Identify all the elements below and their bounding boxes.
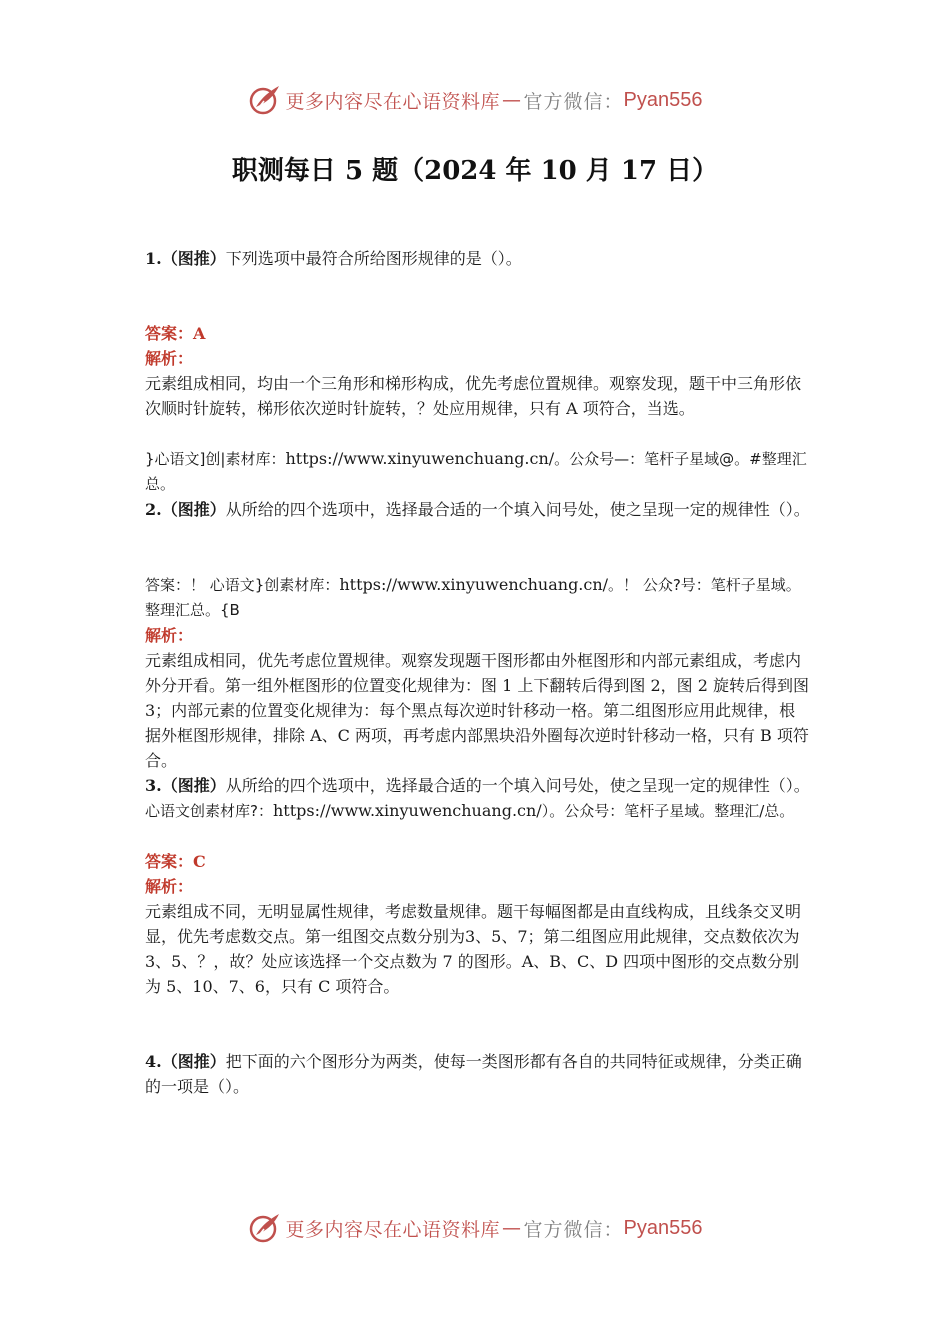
question-tag: （图推）: [161, 500, 226, 519]
answer-prefix: 答案：！ 心语文}创素材库：: [145, 576, 340, 594]
banner-wechat-id: Pyan556: [623, 88, 703, 111]
quill-logo-icon: [248, 83, 282, 117]
question-number: 3.: [145, 776, 162, 795]
question-text: 从所给的四个选项中，选择最合适的一个填入问号处，使之呈现一定的规律性（）。: [225, 776, 810, 795]
question-tag: （图推）: [161, 1052, 226, 1071]
question-tag: （图推）: [161, 249, 226, 268]
footer-banner: [0, 1208, 950, 1248]
banner-wechat-label: 官方微信：: [523, 1218, 624, 1241]
banner-separator: —: [502, 89, 522, 111]
analysis-label-3: 解析：: [145, 877, 194, 896]
answer-suffix: 。！ 公众?号：笔杆子星域。整理汇总。{B: [145, 576, 801, 619]
question-number: 2.: [145, 500, 162, 519]
question-text: 从所给的四个选项中，选择最合适的一个填入问号处，使之呈现一定的规律性（）。: [225, 500, 810, 519]
analysis-2: 元素组成相同，优先考虑位置规律。观察发现题干图形都由外框图形和内部元素组成，考虑内外分开看。第一组外框图形的位置变化规律为：图 1 上下翻转后得到图 2，图 2 旋转后得到图 3；内部元素的位置变化规律为：每个黑点每次逆时针移动一格。第二组图形应用此规律，根据外框图形规律，排除 A、C 两项，再考虑内部黑块沿外圈每次逆时针移动一格，只有 B 项符合。: [145, 651, 809, 770]
question-tag: （图推）: [161, 776, 226, 795]
banner-wechat-id: Pyan556: [623, 1216, 703, 1239]
watermark-prefix: 心语文创素材库?：: [145, 802, 273, 820]
watermark-url: https://www.xinyuwenchuang.cn/: [272, 801, 542, 820]
analysis-label-2: 解析：: [145, 626, 194, 645]
question-3: [145, 773, 810, 798]
banner-text: 更多内容尽在心语资料库: [285, 90, 501, 113]
watermark-suffix: ）。公众号：笔杆子星域。整理汇/总。: [541, 802, 795, 820]
banner-wechat-label: 官方微信：: [523, 90, 624, 113]
answer-1: 答案：A: [145, 324, 206, 343]
watermark-url: https://www.xinyuwenchuang.cn/: [285, 449, 555, 468]
question-4: [145, 1049, 810, 1099]
banner-separator: —: [502, 1217, 522, 1239]
question-number: 4.: [145, 1052, 162, 1071]
banner-text: 更多内容尽在心语资料库: [285, 1218, 501, 1241]
analysis-label-1: 解析：: [145, 349, 194, 368]
analysis-3: 元素组成不同，无明显属性规律，考虑数量规律。题干每幅图都是由直线构成，且线条交叉明显，优先考虑数交点。第一组图交点数分别为3、5、7；第二组图应用此规律，交点数依次为 3、5、？，故？处应该选择一个交点数为 7 的图形。A、B、C、D 四项中图形的交点数分别为 5、10、7、6，只有 C 项符合。: [145, 902, 802, 996]
quill-logo-icon: [248, 1211, 282, 1245]
watermark-2: [145, 798, 810, 824]
question-text: 把下面的六个图形分为两类，使每一类图形都有各自的共同特征或规律，分类正确的一项是（）。: [145, 1052, 802, 1096]
analysis-1: 元素组成相同，均由一个三角形和梯形构成，优先考虑位置规律。观察发现，题干中三角形依次顺时针旋转，梯形依次逆时针旋转，？处应用规律，只有 A 项符合，当选。: [145, 374, 802, 418]
document-body: [145, 246, 810, 1099]
header-banner: [0, 80, 950, 120]
answer-2: [145, 572, 810, 623]
answer-3: 答案：C: [145, 852, 206, 871]
question-number: 1.: [145, 249, 162, 268]
page-title: 职测每日 5 题（2024 年 10 月 17 日）: [231, 156, 719, 186]
watermark-prefix: }心语文]创|素材库：: [145, 450, 286, 468]
question-2: [145, 497, 810, 522]
question-1: [145, 246, 810, 271]
question-text: 下列选项中最符合所给图形规律的是（）。: [225, 249, 522, 268]
answer-url: https://www.xinyuwenchuang.cn/: [339, 575, 609, 594]
watermark-suffix: 。公众号—：笔杆子星域@。#整理汇总。: [145, 450, 807, 493]
watermark-1: [145, 446, 810, 497]
